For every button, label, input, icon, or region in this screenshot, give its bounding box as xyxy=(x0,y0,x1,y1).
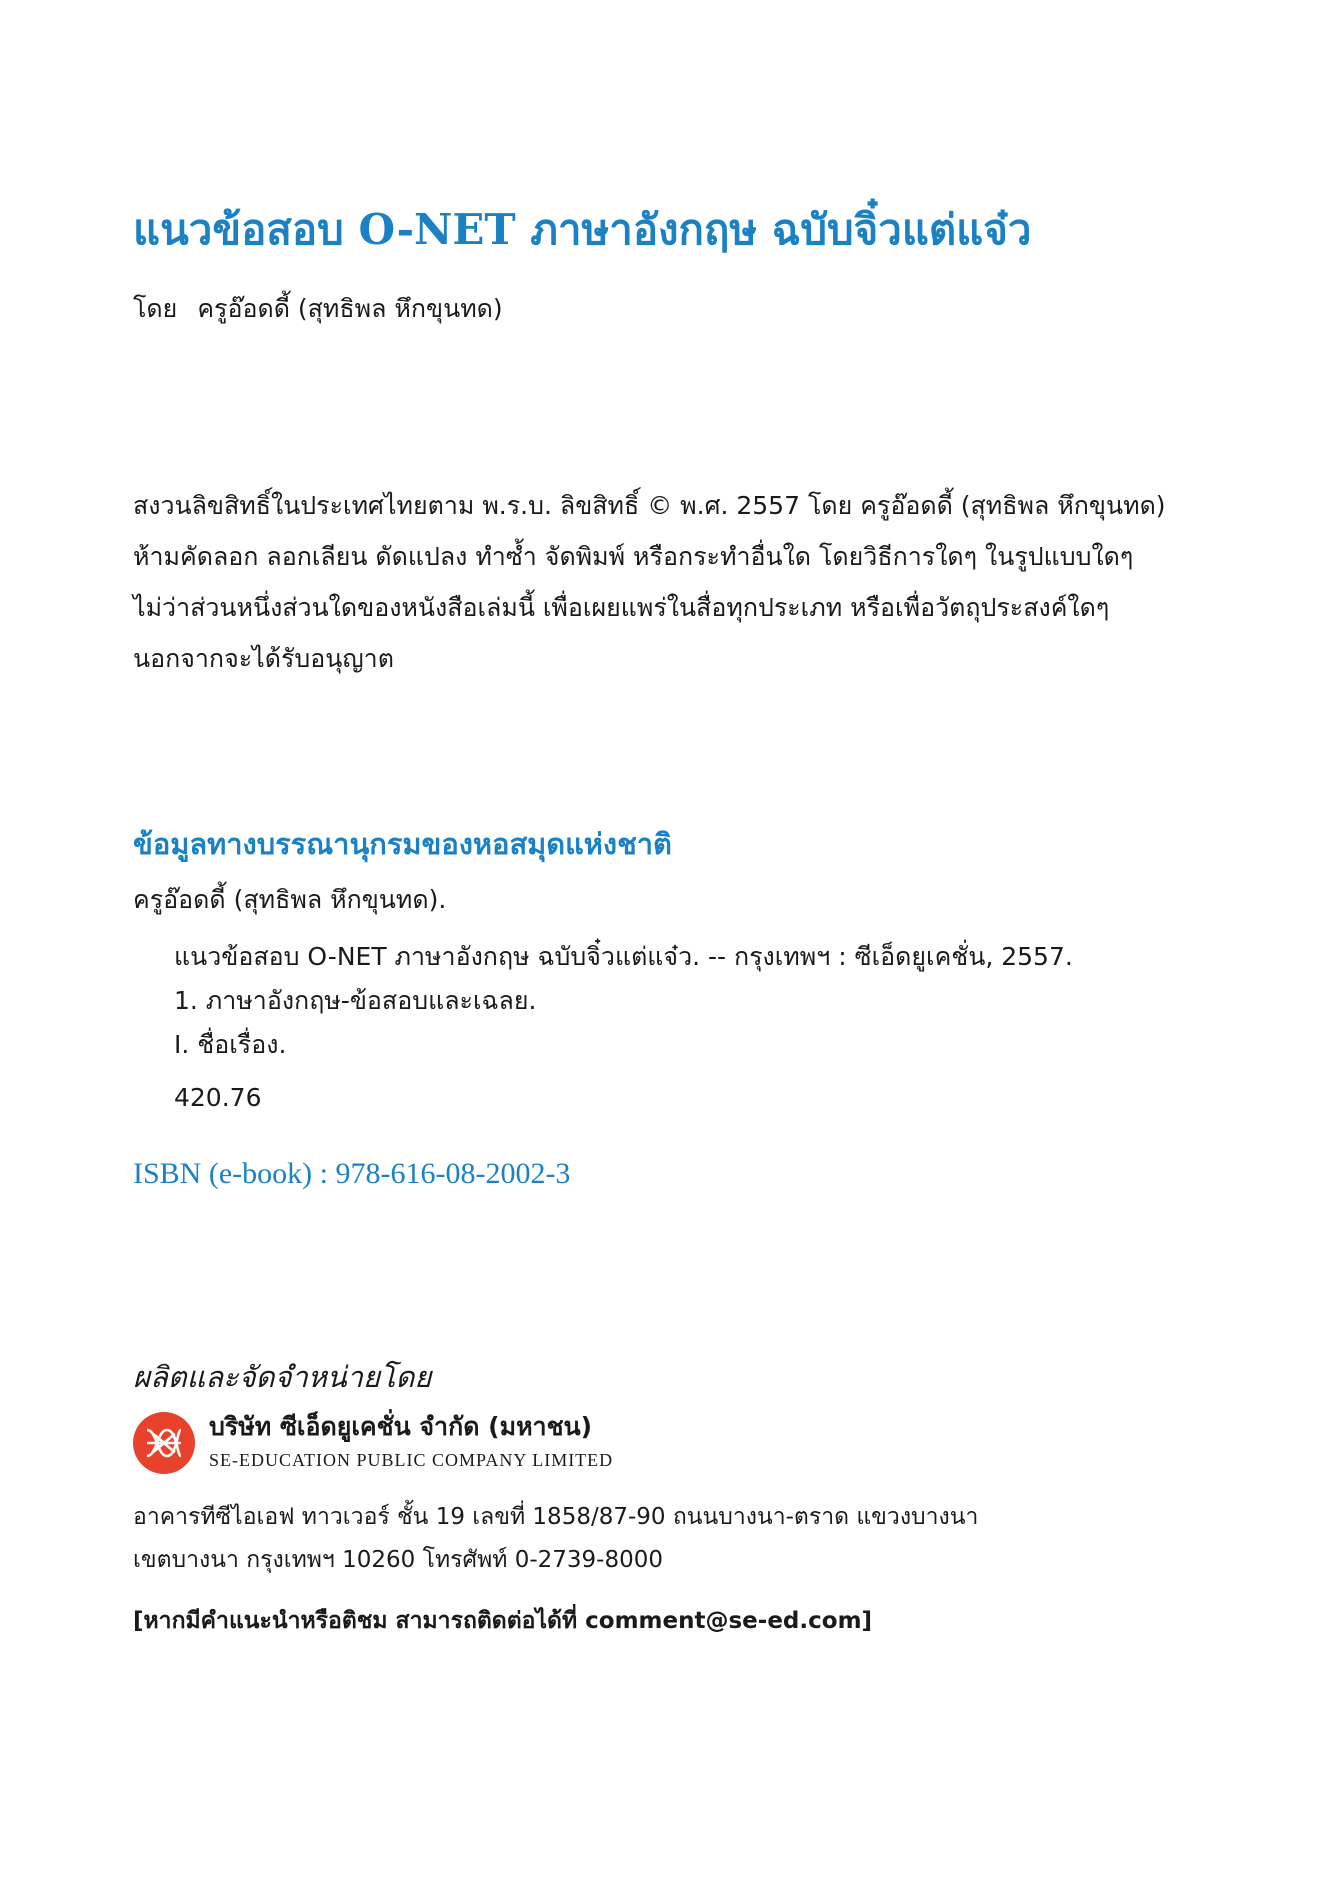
cataloging-line: แนวข้อสอบ O-NET ภาษาอังกฤษ ฉบับจิ๋วแต่แจ๋ว. -- กรุงเทพฯ : ซีเอ็ดยูเคชั่น, 2557. xyxy=(174,942,1073,971)
isbn: ISBN (e-book) : 978-616-08-2002-3 xyxy=(133,1157,571,1190)
address-line: อาคารทีซีไอเอฟ ทาวเวอร์ ชั้น 19 เลขที่ 1858/87-90 ถนนบางนา-ตราด แขวงบางนา xyxy=(133,1504,979,1530)
author-prefix: โดย xyxy=(133,294,178,323)
classification-number: 420.76 xyxy=(174,1083,262,1112)
address-line: เขตบางนา กรุงเทพฯ 10260 โทรศัพท์ 0-2739-8000 xyxy=(133,1547,664,1573)
copyright-line: ไม่ว่าส่วนหนึ่งส่วนใดของหนังสือเล่มนี้ เพื่อเผยแพร่ในสื่อทุกประเภท หรือเพื่อวัตถุประสงค์ใดๆ xyxy=(133,593,1110,622)
author-line xyxy=(133,291,503,327)
publisher-address xyxy=(133,1496,978,1582)
cataloging-author: ครูอ๊อดดี้ (สุทธิพล หึกขุนทด). xyxy=(133,885,447,914)
cataloging-line: I. ชื่อเรื่อง. xyxy=(174,1030,287,1059)
copyright-notice xyxy=(133,480,1243,684)
publisher-block xyxy=(133,1408,833,1478)
book-title: แนวข้อสอบ O-NET ภาษาอังกฤษ ฉบับจิ๋วแต่แจ๋ว xyxy=(133,205,1032,254)
publisher-name-english: SE-EDUCATION PUBLIC COMPANY LIMITED xyxy=(209,1450,614,1470)
copyright-line: ห้ามคัดลอก ลอกเลียน ดัดแปลง ทำซ้ำ จัดพิมพ์ หรือกระทำอื่นใด โดยวิธีการใดๆ ในรูปแบบใดๆ xyxy=(133,542,1134,571)
author-name: ครูอ๊อดดี้ (สุทธิพล หึกขุนทด) xyxy=(197,294,503,323)
produced-by-label: ผลิตและจัดจำหน่ายโดย xyxy=(133,1360,432,1394)
cataloging-entry xyxy=(174,935,1073,1067)
cataloging-line: 1. ภาษาอังกฤษ-ข้อสอบและเฉลย. xyxy=(174,986,537,1015)
publisher-name-thai: บริษัท ซีเอ็ดยูเคชั่น จำกัด (มหาชน) xyxy=(209,1412,593,1441)
copyright-line: นอกจากจะได้รับอนุญาต xyxy=(133,644,394,673)
contact-line: [หากมีคำแนะนำหรือติชม สามารถติดต่อได้ที่ comment@se-ed.com] xyxy=(133,1608,873,1634)
copyright-line: สงวนลิขสิทธิ์ในประเทศไทยตาม พ.ร.บ. ลิขสิทธิ์ © พ.ศ. 2557 โดย ครูอ๊อดดี้ (สุทธิพล หึกขุนทด) xyxy=(133,491,1166,520)
cataloging-heading: ข้อมูลทางบรรณานุกรมของหอสมุดแห่งชาติ xyxy=(133,827,672,861)
publisher-logo-icon xyxy=(133,1412,195,1474)
